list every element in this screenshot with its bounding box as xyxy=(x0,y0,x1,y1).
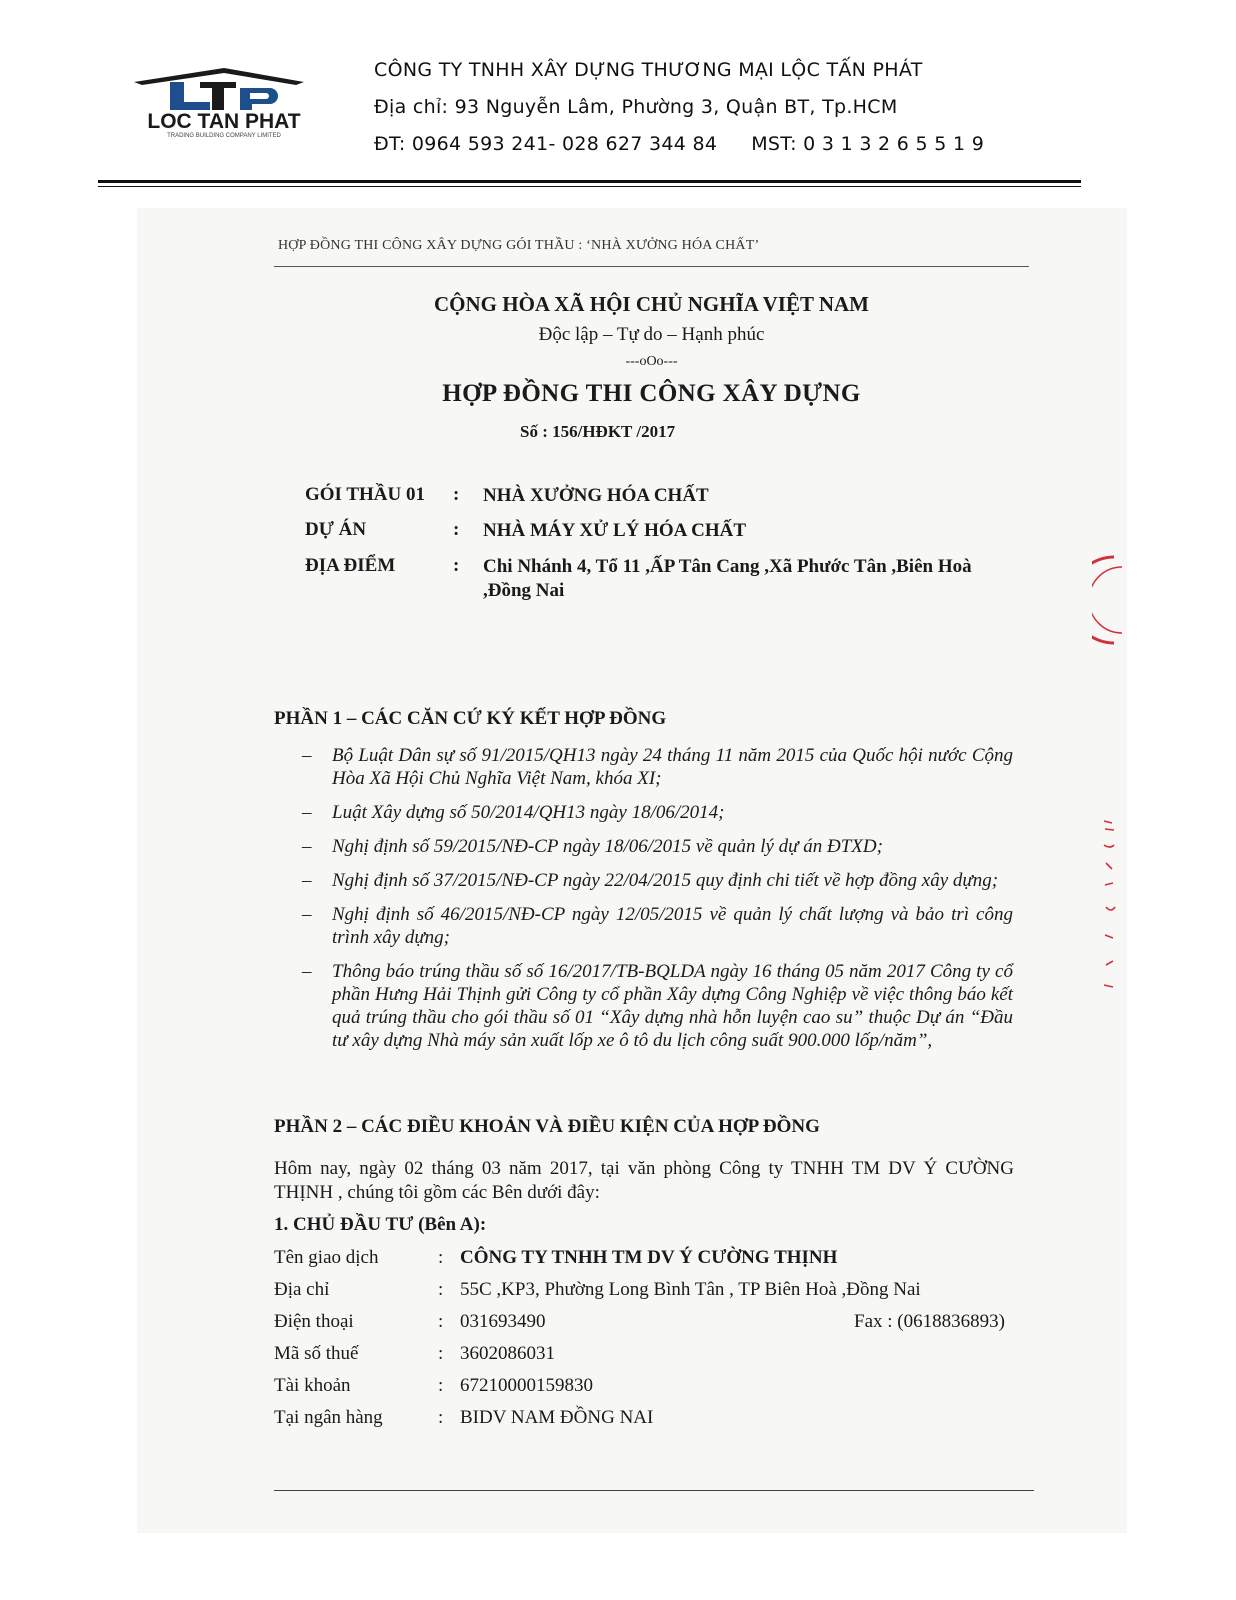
company-name: CÔNG TY TNHH XÂY DỰNG THƯƠNG MẠI LỘC TẤN PHÁT xyxy=(374,59,923,81)
party-label: Tên giao dịch xyxy=(274,1247,379,1268)
logo-wordmark: LOC TAN PHAT xyxy=(147,110,301,133)
party-a-heading: 1. CHỦ ĐẦU TƯ (Bên A): xyxy=(274,1214,487,1235)
company-contact xyxy=(374,126,1034,163)
list-item xyxy=(298,835,1013,858)
intro-paragraph: Hôm nay, ngày 02 tháng 03 năm 2017, tại văn phòng Công ty TNHH TM DV Ý CƯỜNG THỊNH , chúng tôi gồm các Bên dưới đây: xyxy=(274,1158,1014,1203)
party-row-tax xyxy=(274,1343,1034,1375)
info-value: NHÀ XƯỞNG HÓA CHẤT xyxy=(483,485,709,506)
party-value: 3602086031 xyxy=(460,1343,555,1364)
party-value xyxy=(460,1311,1005,1333)
list-dash: – xyxy=(302,836,312,857)
party-row-phone xyxy=(274,1311,1034,1343)
info-label: ĐỊA ĐIỂM xyxy=(305,555,396,576)
info-colon: : xyxy=(453,484,460,505)
red-stamp-edge xyxy=(1092,555,1132,645)
party-value: BIDV NAM ĐỒNG NAI xyxy=(460,1407,654,1428)
document-number: Số : 156/HĐKT /2017 xyxy=(520,422,676,441)
red-seal-marks xyxy=(1100,815,1120,995)
party-colon: : xyxy=(438,1407,444,1428)
info-value: Chi Nhánh 4, Tổ 11 ,ẤP Tân Cang ,Xã Phước Tân ,Biên Hoà ,Đồng Nai xyxy=(483,556,972,601)
info-value: NHÀ MÁY XỬ LÝ HÓA CHẤT xyxy=(483,520,747,541)
list-dash: – xyxy=(302,904,312,925)
national-motto: Độc lập – Tự do – Hạnh phúc xyxy=(538,324,765,345)
document-title: HỢP ĐỒNG THI CÔNG XÂY DỰNG xyxy=(442,380,861,407)
company-phone: ĐT: 0964 593 241- 028 627 344 84 xyxy=(374,133,718,155)
party-row-trade-name xyxy=(274,1247,1034,1279)
party-fax: Fax : (0618836893) xyxy=(854,1311,1005,1332)
part1-heading: PHẦN 1 – CÁC CĂN CỨ KÝ KẾT HỢP ĐỒNG xyxy=(274,708,667,729)
logo-tagline: TRADING BUILDING COMPANY LIMITED xyxy=(167,133,281,139)
party-a-details xyxy=(274,1247,1034,1439)
list-item-text: Nghị định số 37/2015/NĐ-CP ngày 22/04/2015 quy định chi tiết về hợp đồng xây dựng; xyxy=(332,870,999,891)
list-item-text: Luật Xây dựng số 50/2014/QH13 ngày 18/06/2014; xyxy=(332,802,725,823)
party-phone: 031693490 xyxy=(460,1311,546,1332)
letterhead-divider-thin xyxy=(98,186,1081,187)
list-item-text: Thông báo trúng thầu số số 16/2017/TB-BQLDA ngày 16 tháng 05 năm 2017 Công ty cổ phần Hưng Hải Thịnh gửi Công ty cổ phần Xây dựng Công Nghiệp về việc thông báo kết quả trúng thầu cho gói thầu số 01 “Xây dựng nhà hỗn luyện cao su” thuộc Dự án “Đầu tư xây dựng Nhà máy sản xuất lốp xe ô tô du lịch công suất 900.000 lốp/năm”, xyxy=(332,961,1013,1051)
part2-heading: PHẦN 2 – CÁC ĐIỀU KHOẢN VÀ ĐIỀU KIỆN CỦA HỢP ĐỒNG xyxy=(274,1116,820,1137)
party-row-bank xyxy=(274,1407,1034,1439)
party-colon: : xyxy=(438,1311,444,1332)
list-item xyxy=(298,903,1013,949)
company-logo xyxy=(104,62,344,142)
letterhead-divider-thick xyxy=(98,180,1081,183)
running-header-rule xyxy=(274,266,1029,267)
info-colon: : xyxy=(453,555,460,576)
list-item-text: Nghị định số 46/2015/NĐ-CP ngày 12/05/2015 về quản lý chất lượng và bảo trì công trình xây dựng; xyxy=(332,904,1013,948)
running-header: HỢP ĐỒNG THI CÔNG XÂY DỰNG GÓI THẦU : ‘NHÀ XƯỞNG HÓA CHẤT’ xyxy=(278,238,760,253)
info-label: DỰ ÁN xyxy=(305,519,367,540)
party-value: 67210000159830 xyxy=(460,1375,593,1396)
company-tax-code: MST: 0 3 1 3 2 6 5 5 1 9 xyxy=(751,133,985,155)
party-row-account xyxy=(274,1375,1034,1407)
list-dash: – xyxy=(302,745,312,766)
list-dash: – xyxy=(302,961,312,982)
nation-title: CỘNG HÒA XÃ HỘI CHỦ NGHĨA VIỆT NAM xyxy=(433,292,870,316)
info-colon: : xyxy=(453,519,460,540)
party-row-address xyxy=(274,1279,1034,1311)
company-info xyxy=(374,52,1034,163)
party-colon: : xyxy=(438,1247,444,1268)
list-item-text: Nghị định số 59/2015/NĐ-CP ngày 18/06/2015 về quản lý dự án ĐTXD; xyxy=(332,836,883,857)
list-item xyxy=(298,869,1013,892)
page-bottom-rule xyxy=(274,1490,1034,1491)
party-label: Điện thoại xyxy=(274,1311,354,1332)
party-label: Tại ngân hàng xyxy=(274,1407,383,1428)
party-colon: : xyxy=(438,1375,444,1396)
list-item xyxy=(298,801,1013,824)
ornament: ---oOo--- xyxy=(625,354,678,369)
info-label: GÓI THẦU 01 xyxy=(305,484,426,505)
list-dash: – xyxy=(302,870,312,891)
list-item xyxy=(298,960,1013,1052)
party-label: Tài khoản xyxy=(274,1375,351,1396)
party-label: Địa chỉ xyxy=(274,1279,330,1300)
party-colon: : xyxy=(438,1279,444,1300)
party-colon: : xyxy=(438,1343,444,1364)
legal-basis-list xyxy=(298,744,1013,1063)
list-item xyxy=(298,744,1013,790)
party-label: Mã số thuế xyxy=(274,1343,359,1364)
list-item-text: Bộ Luật Dân sự số 91/2015/QH13 ngày 24 tháng 11 năm 2015 của Quốc hội nước Cộng Hòa Xã Hội Chủ Nghĩa Việt Nam, khóa XI; xyxy=(332,745,1013,789)
party-value: CÔNG TY TNHH TM DV Ý CƯỜNG THỊNH xyxy=(460,1247,838,1268)
list-dash: – xyxy=(302,802,312,823)
party-value: 55C ,KP3, Phường Long Bình Tân , TP Biên Hoà ,Đồng Nai xyxy=(460,1279,921,1300)
company-address: Địa chỉ: 93 Nguyễn Lâm, Phường 3, Quận BT, Tp.HCM xyxy=(374,96,898,118)
